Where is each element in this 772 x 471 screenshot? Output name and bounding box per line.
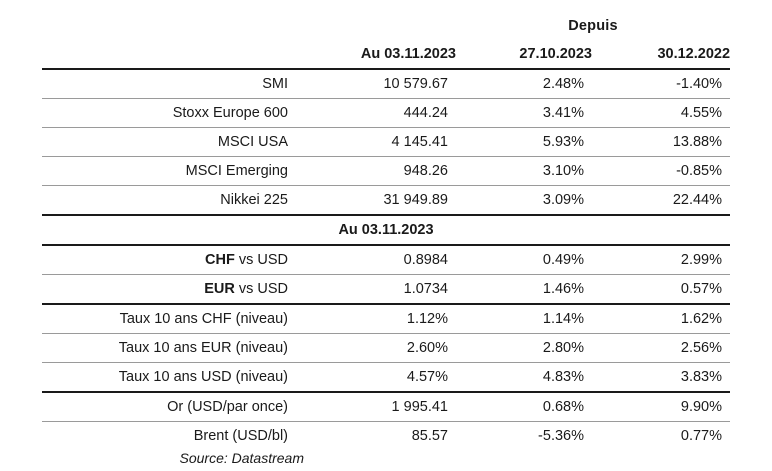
row-value-1: 0.8984 [403,252,448,268]
row-value-3: 4.55% [592,99,730,128]
row-value-1: 444.24 [304,99,456,128]
table-row [42,70,730,99]
row-value-1: 31 949.89 [304,186,456,216]
section-header-row [42,215,730,245]
row-value-1: 2.60% [304,334,456,363]
row-label: Brent (USD/bl) [42,422,304,451]
row-value-3: 9.90% [680,399,723,415]
row-value-1: 4 145.41 [304,128,456,157]
row-label-bold: EUR [204,281,235,297]
row-label-rest: vs USD [234,252,288,268]
row-value-2: 4.83% [456,363,592,393]
table-header [42,14,730,69]
table-row [42,334,730,363]
row-value-3: 0.57% [592,275,730,305]
row-value-2: 2.48% [542,76,584,92]
row-label [42,245,304,275]
row-value-2: 1.14% [542,311,584,327]
table-row [42,275,730,305]
section-header-label: Au 03.11.2023 [42,215,730,245]
row-label: Or (USD/par once) [167,399,288,415]
row-label-rest: vs USD [234,281,288,297]
row-label: Nikkei 225 [42,186,304,216]
row-label: SMI [262,76,288,92]
header-group-spacer [42,14,304,40]
table-row [42,157,730,186]
header-col-3: 30.12.2022 [657,46,731,62]
row-value-3: -1.40% [676,76,723,92]
row-value-2: 0.49% [542,252,584,268]
row-value-1: 10 579.67 [383,76,448,92]
row-value-1: 1.12% [406,311,448,327]
row-value-1: 1.0734 [304,275,456,305]
source-row [42,450,730,466]
table-body [42,69,730,466]
table-row [42,186,730,216]
row-value-3: 1.62% [680,311,723,327]
table-row [42,305,730,334]
table-row [42,128,730,157]
row-value-1: 4.57% [304,363,456,393]
row-value-2: -5.36% [456,422,592,451]
header-col-0 [42,40,304,69]
row-label [42,275,304,305]
source-label: Source: Datastream [179,450,304,466]
header-col-1: Au 03.11.2023 [360,46,456,62]
row-label: Taux 10 ans USD (niveau) [42,363,304,393]
row-label: MSCI Emerging [42,157,304,186]
row-label-bold: CHF [205,252,235,268]
row-value-1: 1 995.41 [391,399,448,415]
row-value-3: 13.88% [592,128,730,157]
header-depuis-label: Depuis [568,18,618,34]
row-label: MSCI USA [42,128,304,157]
row-value-2: 3.09% [456,186,592,216]
row-value-2: 0.68% [542,399,584,415]
row-label: Taux 10 ans EUR (niveau) [42,334,304,363]
row-value-3: 3.83% [592,363,730,393]
row-value-2: 2.80% [456,334,592,363]
row-value-2: 5.93% [456,128,592,157]
header-col-2: 27.10.2023 [519,46,592,62]
row-value-2: 3.41% [456,99,592,128]
row-value-3: 0.77% [592,422,730,451]
table-row [42,393,730,422]
row-value-3: 22.44% [592,186,730,216]
row-value-2: 1.46% [456,275,592,305]
row-value-2: 3.10% [456,157,592,186]
row-value-1: 948.26 [304,157,456,186]
header-group-spacer-2 [304,14,456,40]
row-value-1: 85.57 [304,422,456,451]
table-row [42,245,730,275]
row-value-3: 2.56% [592,334,730,363]
row-label: Stoxx Europe 600 [42,99,304,128]
table-row [42,363,730,393]
row-label: Taux 10 ans CHF (niveau) [119,311,288,327]
table-row [42,99,730,128]
table-row [42,422,730,451]
row-value-3: -0.85% [592,157,730,186]
header-columns-row [42,40,730,69]
market-data-table [42,14,730,466]
header-group-row [42,14,730,40]
row-value-3: 2.99% [680,252,723,268]
